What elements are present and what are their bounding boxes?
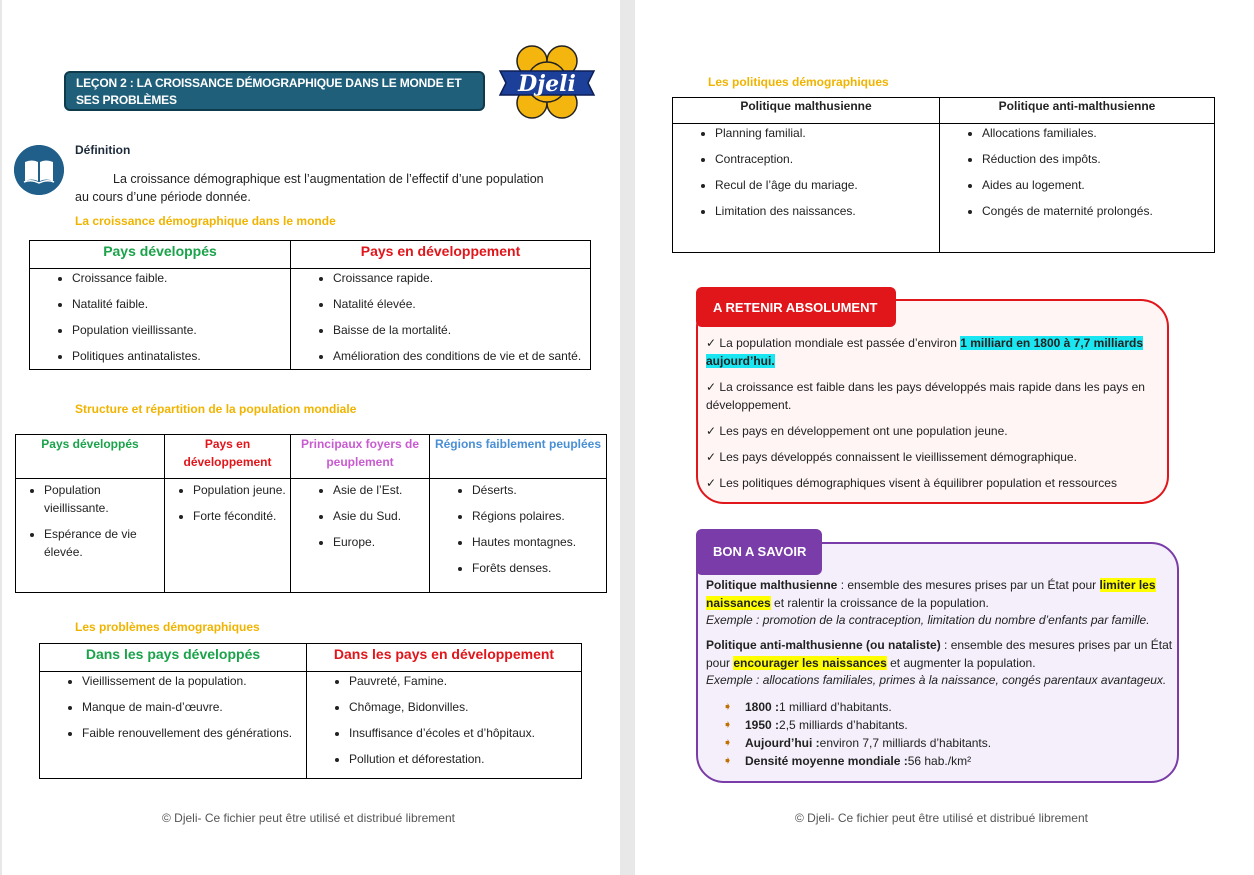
table-politiques [672, 97, 1215, 253]
list-item: • Amélioration des conditions de vie et de santé. [333, 349, 590, 363]
table-cell [673, 124, 940, 253]
list-item: • Congés de maternité prolongés. [982, 204, 1210, 218]
list-item: • Manque de main-d’œuvre. [82, 700, 302, 714]
list-item: • Croissance rapide. [333, 271, 590, 285]
table-cell [307, 672, 582, 779]
table-header: Pays en développement [291, 241, 591, 269]
section-title-politiques: Les politiques démographiques [708, 75, 889, 89]
list-item: • Natalité faible. [72, 297, 290, 311]
highlight: 1 milliard en 1800 [960, 336, 1061, 350]
djeli-logo [498, 41, 596, 123]
page-right [635, 0, 1254, 875]
list-item: • Chômage, Bidonvilles. [349, 700, 577, 714]
section-title-croissance: La croissance démographique dans le monde [75, 214, 336, 228]
table-croissance [29, 240, 591, 370]
savoir-example: Exemple : promotion de la contraception, limitation du nombre d’enfants par famille. [706, 613, 1150, 627]
page-left [2, 0, 620, 875]
arrow-icon: ➧ [723, 755, 733, 767]
stat-item: ➧ 1950 : 2,5 milliards d’habitants. [723, 718, 908, 732]
stat-item: ➧ 1800 : 1 milliard d’habitants. [723, 700, 892, 714]
logo-text: Djeli [518, 71, 576, 97]
list-item: • Asie de l’Est. [333, 481, 425, 499]
list-item: • Déserts. [472, 481, 602, 499]
list-item: • Population jeune. [193, 481, 286, 499]
savoir-content [706, 576, 1176, 688]
list-item: • Vieillissement de la population. [82, 674, 302, 688]
highlight: 7,7 milliards aujourd’hui. [706, 336, 1144, 368]
savoir-definition: Politique malthusienne : ensemble des mesures prises par un État pour limiter les naissances et ralentir la croissance de la population. [706, 578, 1156, 610]
list-item: • Insuffisance d’écoles et d’hôpitaux. [349, 726, 577, 740]
list-item: • Recul de l’âge du mariage. [715, 178, 935, 192]
section-title-problemes: Les problèmes démographiques [75, 620, 260, 634]
list-item: • Croissance faible. [72, 271, 290, 285]
lesson-title: LEÇON 2 : LA CROISSANCE DÉMOGRAPHIQUE DANS LE MONDE ET SES PROBLÈMES [64, 71, 485, 111]
list-item: • Pollution et déforestation. [349, 752, 577, 766]
savoir-example: Exemple : allocations familiales, primes à la naissance, congés parentaux avantageux. [706, 673, 1167, 687]
table-header: Dans les pays en développement [307, 644, 582, 672]
table-cell [291, 269, 591, 370]
table-cell [165, 479, 291, 593]
definition-text: La croissance démographique est l’augmentation de l’effectif d’une population au cours d’une période donnée. [75, 172, 544, 204]
arrow-icon: ➧ [723, 719, 733, 731]
table-cell [30, 269, 291, 370]
footer-right: © Djeli- Ce fichier peut être utilisé et distribué librement [795, 811, 1088, 825]
stat-item: ➧ Densité moyenne mondiale : 56 hab./km² [723, 754, 972, 768]
table-structure [15, 434, 607, 593]
retenir-title: A RETENIR ABSOLUMENT [696, 287, 896, 327]
list-item: • Faible renouvellement des générations. [82, 726, 302, 740]
definition-title: Définition [75, 143, 131, 157]
arrow-icon: ➧ [723, 701, 733, 713]
retenir-list [706, 334, 1156, 500]
stats-list [723, 698, 991, 770]
table-header: Dans les pays développés [40, 644, 307, 672]
table-cell [40, 672, 307, 779]
table-header: Politique malthusienne [673, 98, 940, 124]
list-item: • Forte fécondité. [193, 507, 286, 525]
list-item: • Allocations familiales. [982, 126, 1210, 140]
list-item: • Forêts denses. [472, 559, 602, 577]
retenir-item: ✓ La croissance est faible dans les pays développés mais rapide dans les pays en développement. [706, 380, 1145, 412]
list-item: • Planning familial. [715, 126, 935, 140]
section-title-structure: Structure et répartition de la population mondiale [75, 402, 357, 416]
list-item: • Limitation des naissances. [715, 204, 935, 218]
table-header: Pays en développement [165, 435, 291, 479]
retenir-item: ✓ La population mondiale est passée d’environ 1 milliard en 1800 à 7,7 milliards aujourd’hui. [706, 336, 1144, 368]
table-cell [940, 124, 1215, 253]
arrow-icon: ➧ [723, 737, 733, 749]
table-header: Pays développés [16, 435, 165, 479]
retenir-item: ✓ Les politiques démographiques visent à équilibrer population et ressources [706, 476, 1117, 490]
list-item: • Natalité élevée. [333, 297, 590, 311]
highlight: encourager les naissances [733, 656, 887, 670]
list-item: • Espérance de vie élevée. [44, 525, 160, 561]
list-item: • Asie du Sud. [333, 507, 425, 525]
table-header: Régions faiblement peuplées [430, 435, 607, 479]
list-item: • Contraception. [715, 152, 935, 166]
table-cell [430, 479, 607, 593]
highlight: limiter les naissances [706, 578, 1156, 610]
table-header: Principaux foyers de peuplement [291, 435, 430, 479]
list-item: • Régions polaires. [472, 507, 602, 525]
savoir-title: BON A SAVOIR [696, 529, 822, 575]
book-icon [14, 145, 64, 195]
footer-left: © Djeli- Ce fichier peut être utilisé et distribué librement [162, 811, 455, 825]
retenir-item: ✓ Les pays développés connaissent le vieillissement démographique. [706, 450, 1077, 464]
list-item: • Europe. [333, 533, 425, 551]
table-cell [16, 479, 165, 593]
stat-item: ➧ Aujourd’hui : environ 7,7 milliards d’habitants. [723, 736, 992, 750]
list-item: • Pauvreté, Famine. [349, 674, 577, 688]
list-item: • Baisse de la mortalité. [333, 323, 590, 337]
list-item: • Aides au logement. [982, 178, 1210, 192]
table-problemes [39, 643, 582, 779]
list-item: • Hautes montagnes. [472, 533, 602, 551]
list-item: • Population vieillissante. [44, 481, 160, 517]
list-item: • Population vieillissante. [72, 323, 290, 337]
savoir-definition: Politique anti-malthusienne (ou nataliste) : ensemble des mesures prises par un État pour encourager les naissances et augmenter la population. [706, 638, 1173, 670]
table-header: Pays développés [30, 241, 291, 269]
table-cell [291, 479, 430, 593]
list-item: • Réduction des impôts. [982, 152, 1210, 166]
table-header: Politique anti-malthusienne [940, 98, 1215, 124]
list-item: • Politiques antinatalistes. [72, 349, 290, 363]
retenir-item: ✓ Les pays en développement ont une population jeune. [706, 424, 1008, 438]
